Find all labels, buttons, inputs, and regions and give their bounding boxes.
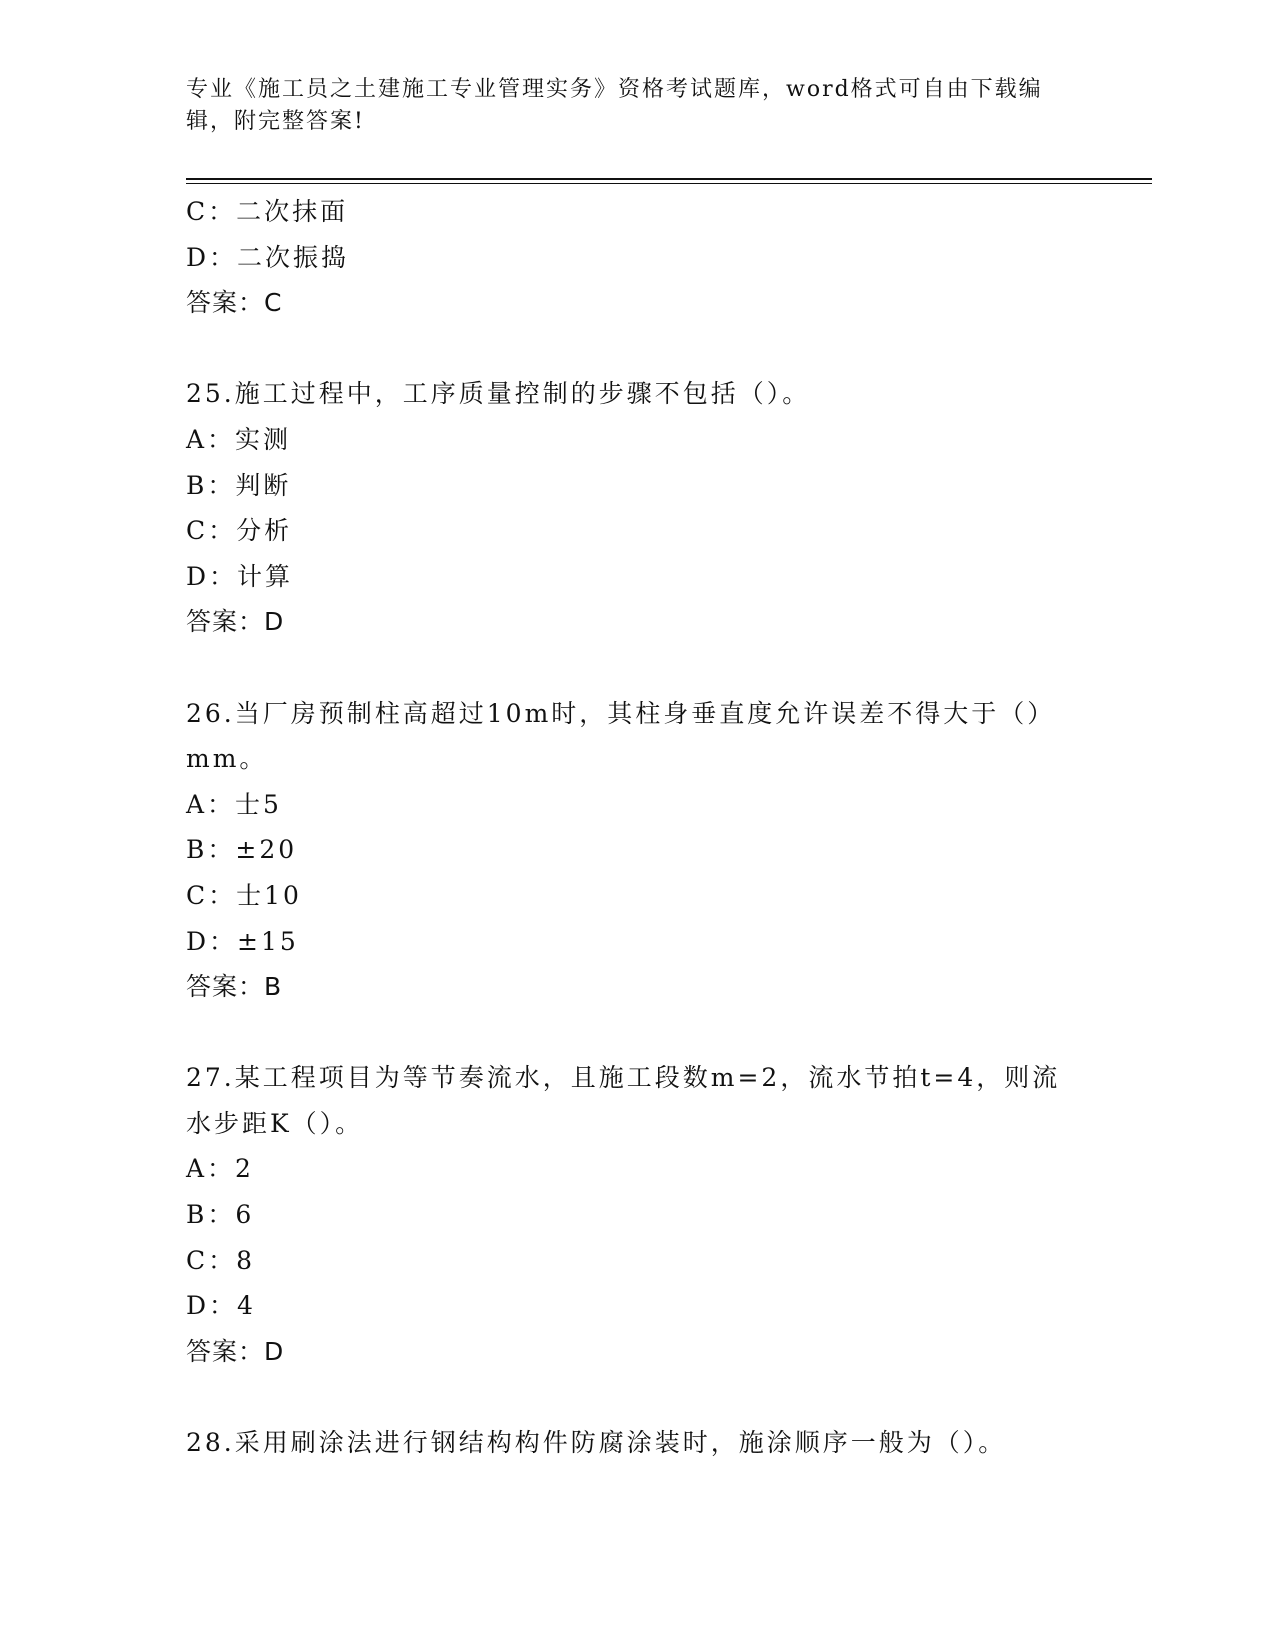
option-a: A：实测 (186, 424, 292, 454)
answer-line: 答案：D (186, 607, 285, 637)
option-a: A：2 (186, 1154, 254, 1184)
header-rule-thin (186, 183, 1152, 184)
option-d: D：二次振捣 (186, 242, 350, 272)
option-c: C：士10 (186, 880, 302, 910)
header-line-2: 辑，附完整答案! (186, 109, 365, 134)
question-block-27 (186, 1055, 1086, 1374)
question-stem: 25.施工过程中，工序质量控制的步骤不包括（）。 (186, 379, 811, 409)
question-stem: 27.某工程项目为等节奏流水，且施工段数m=2，流水节拍t=4，则流 (186, 1063, 1061, 1093)
spacer (186, 1010, 1086, 1056)
question-stem: 26.当厂房预制柱高超过10m时，其柱身垂直度允许误差不得大于（） (186, 698, 1056, 728)
option-b: B：6 (186, 1200, 255, 1230)
option-d: D：计算 (186, 561, 294, 591)
spacer (186, 326, 1086, 372)
answer-line: 答案：B (186, 972, 283, 1002)
question-block-26 (186, 691, 1086, 1010)
answer-line: 答案：C (186, 288, 283, 318)
question-list (186, 189, 1086, 1466)
document-header (186, 74, 1066, 138)
question-block-25 (186, 371, 1086, 645)
option-c: C：分析 (186, 516, 293, 546)
question-block-28 (186, 1420, 1086, 1466)
option-d: D：±15 (186, 926, 299, 956)
option-b: B：±20 (186, 835, 298, 865)
answer-line: 答案：D (186, 1336, 285, 1366)
question-stem-continued: mm。 (186, 744, 268, 774)
spacer (186, 1374, 1086, 1420)
option-c: C：二次抹面 (186, 197, 349, 226)
option-b: B：判断 (186, 470, 292, 500)
option-d: D：4 (186, 1291, 256, 1321)
question-stem-continued: 水步距K（）。 (186, 1108, 364, 1138)
question-stem: 28.采用刷涂法进行钢结构构件防腐涂装时，施涂顺序一般为（）。 (186, 1428, 1007, 1458)
header-rule-thick (186, 178, 1152, 180)
spacer (186, 645, 1086, 691)
header-line-1: 专业《施工员之土建施工专业管理实务》资格考试题库，word格式可自由下载编 (186, 77, 1043, 102)
question-block-24 (186, 189, 1086, 326)
option-a: A：士5 (186, 789, 282, 819)
option-c: C：8 (186, 1245, 256, 1275)
